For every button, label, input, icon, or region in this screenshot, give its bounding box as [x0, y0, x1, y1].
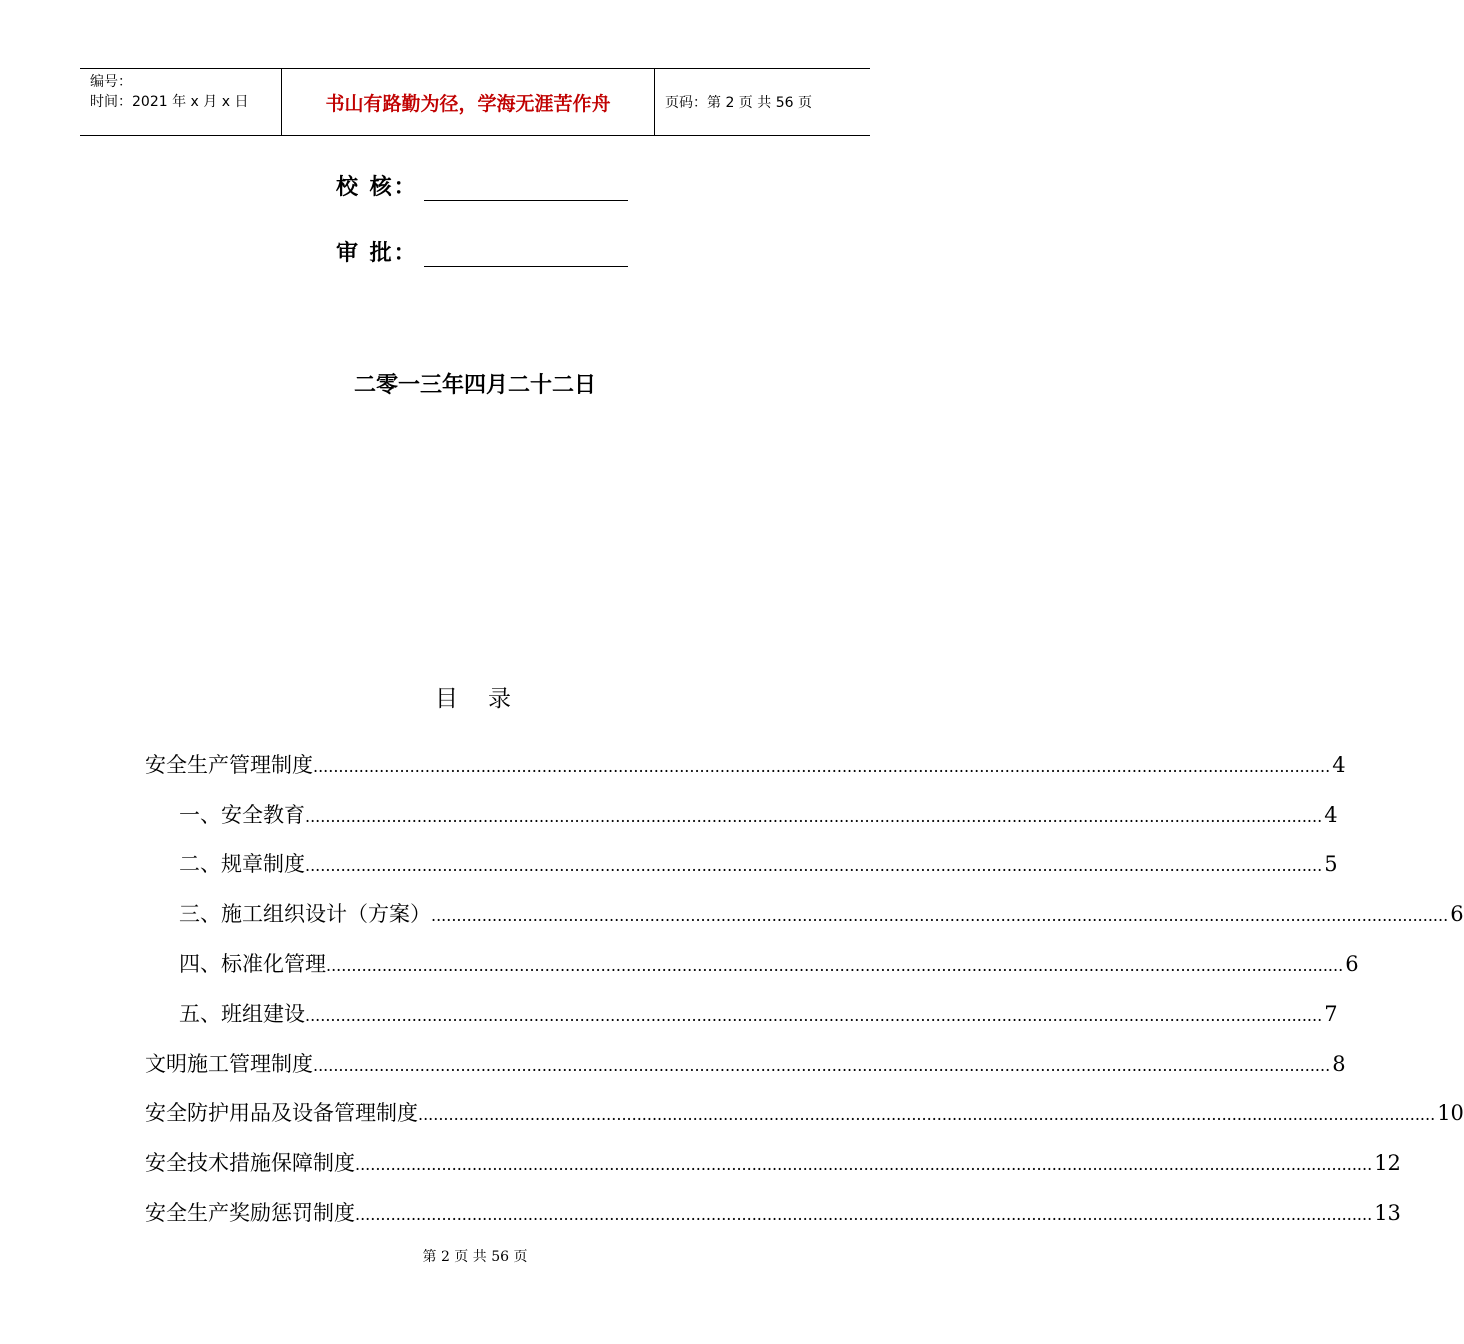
toc-item-text: 四、标准化管理: [179, 951, 326, 976]
toc-item[interactable]: [145, 979, 1338, 1029]
approve-signature-line: [424, 244, 628, 267]
header-motto: 书山有路勤为径，学海无涯苦作舟: [282, 69, 655, 135]
toc-item[interactable]: [145, 780, 1338, 830]
toc-item-page: 12: [1374, 1151, 1401, 1176]
toc-item-page: 5: [1324, 852, 1338, 877]
toc-title-part1: 目: [435, 686, 462, 712]
toc-leader-dots: ........................................................................................................................................................................................................: [418, 1105, 1436, 1125]
toc-item[interactable]: [145, 1178, 1401, 1228]
toc-item-page: 8: [1332, 1051, 1346, 1076]
toc-item-text: 一、安全教育: [179, 802, 305, 827]
toc-leader-dots: ........................................................................................................................................................................................................: [431, 906, 1449, 926]
toc-item-page: 6: [1345, 951, 1359, 976]
toc-leader-dots: ........................................................................................................................................................................................................: [305, 806, 1323, 826]
toc-title: [0, 680, 950, 713]
toc-leader-dots: ........................................................................................................................................................................................................: [313, 1055, 1331, 1075]
toc-leader-dots: ........................................................................................................................................................................................................: [305, 856, 1323, 876]
toc-item[interactable]: [145, 830, 1338, 880]
toc-item-text: 三、施工组织设计（方案）: [179, 902, 431, 927]
toc-item-text: 安全生产奖励惩罚制度: [145, 1200, 355, 1225]
toc-leader-dots: ........................................................................................................................................................................................................: [326, 955, 1344, 975]
toc-item[interactable]: [145, 1128, 1401, 1178]
header-meta: [80, 69, 282, 135]
toc-item-page: 10: [1437, 1101, 1464, 1126]
toc-item-text: 安全防护用品及设备管理制度: [145, 1101, 418, 1126]
document-time-label: 时间：2021 年 x 月 x 日: [90, 94, 249, 110]
toc-leader-dots: ........................................................................................................................................................................................................: [305, 1005, 1323, 1025]
toc-item-text: 五、班组建设: [179, 1001, 305, 1026]
check-label: 校 核：: [336, 175, 418, 200]
toc-item[interactable]: [145, 1079, 1464, 1129]
toc-leader-dots: ........................................................................................................................................................................................................: [355, 1155, 1373, 1175]
check-signature-row: [336, 170, 628, 201]
toc-item-page: 6: [1450, 902, 1464, 927]
toc-item[interactable]: [145, 730, 1346, 780]
approve-signature-row: [336, 236, 628, 267]
toc-item-text: 文明施工管理制度: [145, 1051, 313, 1076]
toc-item-page: 13: [1374, 1200, 1401, 1225]
toc-item-page: 4: [1332, 752, 1346, 777]
toc-item[interactable]: [145, 1029, 1346, 1079]
toc-item[interactable]: [145, 929, 1359, 979]
approve-label: 审 批：: [336, 241, 418, 266]
document-date: 二零一三年四月二十二日: [353, 373, 596, 398]
page-header: [80, 68, 870, 136]
toc-title-part2: 录: [488, 686, 515, 712]
toc-item-text: 二、规章制度: [179, 852, 305, 877]
toc-item-page: 7: [1324, 1001, 1338, 1026]
table-of-contents: [145, 730, 1464, 1228]
document-number-label: 编号：: [90, 74, 132, 90]
toc-item-page: 4: [1324, 802, 1338, 827]
toc-leader-dots: ........................................................................................................................................................................................................: [355, 1204, 1373, 1224]
toc-item[interactable]: [145, 879, 1464, 929]
header-page-info: 页码：第 2 页 共 56 页: [665, 95, 812, 111]
toc-item-text: 安全技术措施保障制度: [145, 1151, 355, 1176]
toc-item-text: 安全生产管理制度: [145, 752, 313, 777]
check-signature-line: [424, 178, 628, 201]
page-footer: 第 2 页 共 56 页: [422, 1249, 528, 1265]
toc-leader-dots: ........................................................................................................................................................................................................: [313, 756, 1331, 776]
